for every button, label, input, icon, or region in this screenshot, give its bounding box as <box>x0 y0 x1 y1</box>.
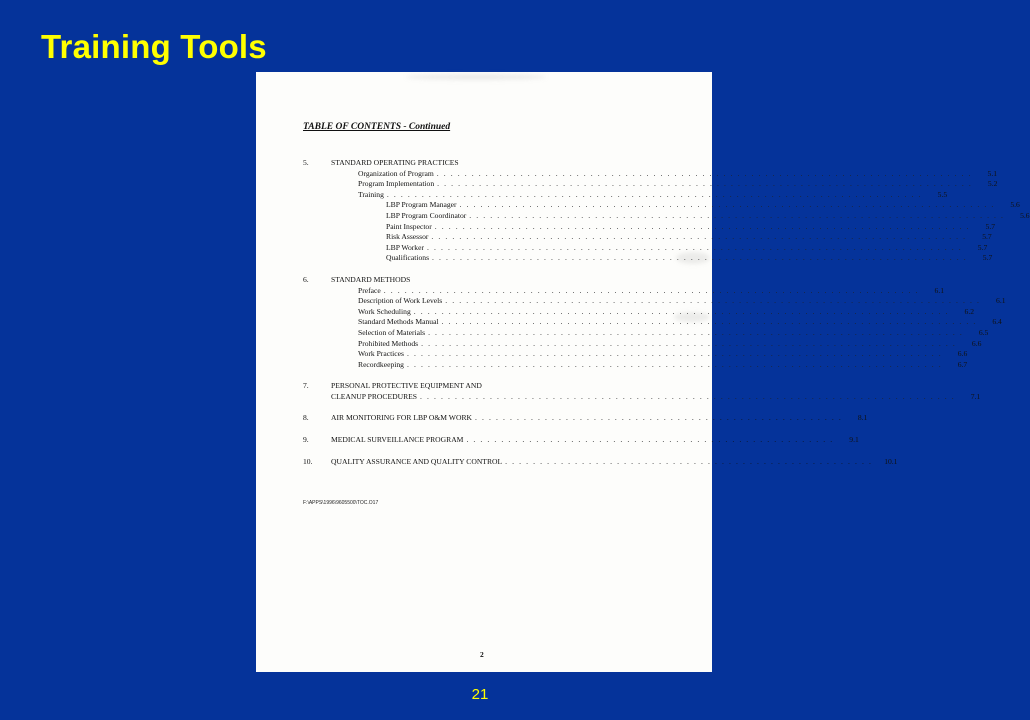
toc-entry-label: Preface <box>358 285 381 295</box>
toc-page-ref: 5.7 <box>982 232 992 242</box>
toc-entry <box>303 200 1020 211</box>
toc-entry-label: Qualifications <box>386 253 430 263</box>
toc-leader-dots <box>414 307 949 318</box>
toc-entry <box>303 221 996 233</box>
toc-entry-label: Risk Assessor <box>386 232 429 242</box>
toc-page-ref: 6.2 <box>964 306 975 316</box>
toc-leader-dots <box>427 243 962 254</box>
toc-leader-dots <box>442 317 977 328</box>
table-of-contents <box>303 158 1030 478</box>
toc-page-ref: 5.7 <box>977 242 988 252</box>
toc-leader-dots <box>428 328 963 339</box>
toc-section-header <box>303 413 868 424</box>
toc-leader-dots <box>420 392 955 403</box>
toc-page-ref: 6.1 <box>934 285 945 295</box>
toc-section-title: STANDARD OPERATING PRACTICES <box>331 158 459 167</box>
toc-section-title: QUALITY ASSURANCE AND QUALITY CONTROL <box>331 456 503 466</box>
toc-entry-label: LBP Worker <box>386 242 424 252</box>
toc-section <box>303 456 898 468</box>
toc-page-ref: 6.4 <box>992 317 1002 327</box>
toc-entry <box>303 296 1006 307</box>
toc-page-ref: 5.6 <box>1010 200 1020 210</box>
toc-entry <box>303 306 975 318</box>
file-path: F:\APPS\1996\9605500\TOC.O17 <box>303 500 379 506</box>
toc-entry <box>303 285 945 297</box>
toc-section-number: 5. <box>303 158 309 167</box>
toc-section-header <box>303 381 670 392</box>
toc-entry <box>303 168 998 180</box>
toc-section-header <box>303 435 859 446</box>
toc-entry <box>303 327 989 339</box>
toc-entry-label: Prohibited Methods <box>358 338 419 348</box>
toc-leader-dots <box>437 169 972 180</box>
toc-section-title: STANDARD METHODS <box>331 274 411 284</box>
toc-entry-label: Work Scheduling <box>358 306 411 316</box>
toc-leader-dots <box>407 349 942 360</box>
toc-entry-label: Organization of Program <box>358 168 434 178</box>
toc-entry <box>303 253 993 264</box>
toc-leader-dots <box>384 286 919 297</box>
toc-page-ref: 9.1 <box>849 435 859 445</box>
toc-page-ref: 6.7 <box>957 359 968 369</box>
toc-section-header <box>303 456 898 468</box>
page-number: 2 <box>480 650 484 659</box>
toc-entry <box>303 242 988 254</box>
toc-page-ref: 7.1 <box>970 391 981 401</box>
toc-section <box>303 413 868 424</box>
toc-entry-label: LBP Program Coordinator <box>386 210 467 220</box>
toc-page-ref: 5.1 <box>987 168 998 178</box>
toc-leader-dots <box>437 179 972 190</box>
toc-page-ref: 6.6 <box>971 338 982 348</box>
toc-leader-dots <box>435 222 970 233</box>
toc-entry-label: Standard Methods Manual <box>358 317 439 327</box>
toc-entry-label: Description of Work Levels <box>358 296 443 306</box>
toc-page-ref: 6.1 <box>996 296 1006 306</box>
toc-section <box>303 381 981 402</box>
toc-page-ref: 6.5 <box>978 327 989 337</box>
toc-page-ref: 8.1 <box>857 413 868 423</box>
toc-page-ref: 5.2 <box>987 179 998 189</box>
toc-leader-dots: . . . . . . . . . . . . . . . . . . . . . . . . . . . . . . . . . . . . . . . . . . . . . . . . . . . . . <box>466 435 834 445</box>
toc-page-ref: 5.5 <box>937 189 948 199</box>
toc-section-number: 7. <box>303 381 309 391</box>
toc-entry <box>303 210 1030 222</box>
toc-section-title: AIR MONITORING FOR LBP O&M WORK <box>331 413 472 423</box>
toc-section-title: MEDICAL SURVEILLANCE PROGRAM <box>331 435 464 445</box>
toc-entry <box>303 349 968 360</box>
toc-leader-dots <box>469 211 1004 222</box>
toc-heading: TABLE OF CONTENTS - Continued <box>303 122 451 132</box>
document-page <box>256 72 1030 672</box>
toc-entry <box>303 179 998 190</box>
toc-section <box>303 435 859 446</box>
toc-page-ref: 5.7 <box>985 221 996 231</box>
toc-section <box>303 158 1030 264</box>
toc-leader-dots <box>445 296 980 307</box>
slide-number: 21 <box>471 686 489 703</box>
toc-section-number: 6. <box>303 274 309 284</box>
toc-entry-label: Program Implementation <box>358 179 435 189</box>
toc-entry-label: Selection of Materials <box>358 327 426 337</box>
toc-section-number: 9. <box>303 435 309 445</box>
toc-page-ref: 5.7 <box>982 253 993 263</box>
toc-leader-dots <box>431 232 966 243</box>
toc-section-header <box>303 158 670 169</box>
toc-entry <box>303 232 992 243</box>
toc-leader-dots <box>432 253 967 264</box>
toc-section-number: 8. <box>303 413 309 423</box>
toc-entry <box>303 189 948 201</box>
toc-entry-label: LBP Program Manager <box>386 200 457 210</box>
toc-section-header <box>303 275 670 286</box>
toc-entry-label: CLEANUP PROCEDURES <box>331 391 418 401</box>
toc-leader-dots: . . . . . . . . . . . . . . . . . . . . . . . . . . . . . . . . . . . . . . . . . . . . . . . . . . . . . <box>505 456 873 466</box>
toc-entry <box>303 359 968 371</box>
toc-leader-dots: . . . . . . . . . . . . . . . . . . . . . . . . . . . . . . . . . . . . . . . . . . . . . . . . . . . . . <box>475 413 843 423</box>
toc-section-title: PERSONAL PROTECTIVE EQUIPMENT AND <box>331 381 482 391</box>
toc-entry <box>303 338 982 350</box>
toc-leader-dots <box>407 360 942 371</box>
toc-entry-label: Recordkeeping <box>358 359 404 369</box>
toc-leader-dots <box>421 339 956 350</box>
toc-entry <box>303 317 1002 328</box>
toc-page-ref: 5.6 <box>1020 210 1030 220</box>
toc-section <box>303 274 1006 370</box>
toc-entry-label: Work Practices <box>358 349 404 359</box>
toc-entry <box>303 391 981 403</box>
toc-entry-label: Paint Inspector <box>386 221 432 231</box>
toc-entry-label: Training <box>358 189 384 199</box>
toc-leader-dots <box>460 200 995 211</box>
toc-section-number: 10. <box>303 456 313 466</box>
toc-page-ref: 10.1 <box>884 456 898 466</box>
toc-leader-dots <box>387 190 922 201</box>
toc-page-ref: 6.6 <box>957 349 968 359</box>
slide-title: Training Tools <box>41 28 267 65</box>
scan-smudge <box>406 74 546 80</box>
